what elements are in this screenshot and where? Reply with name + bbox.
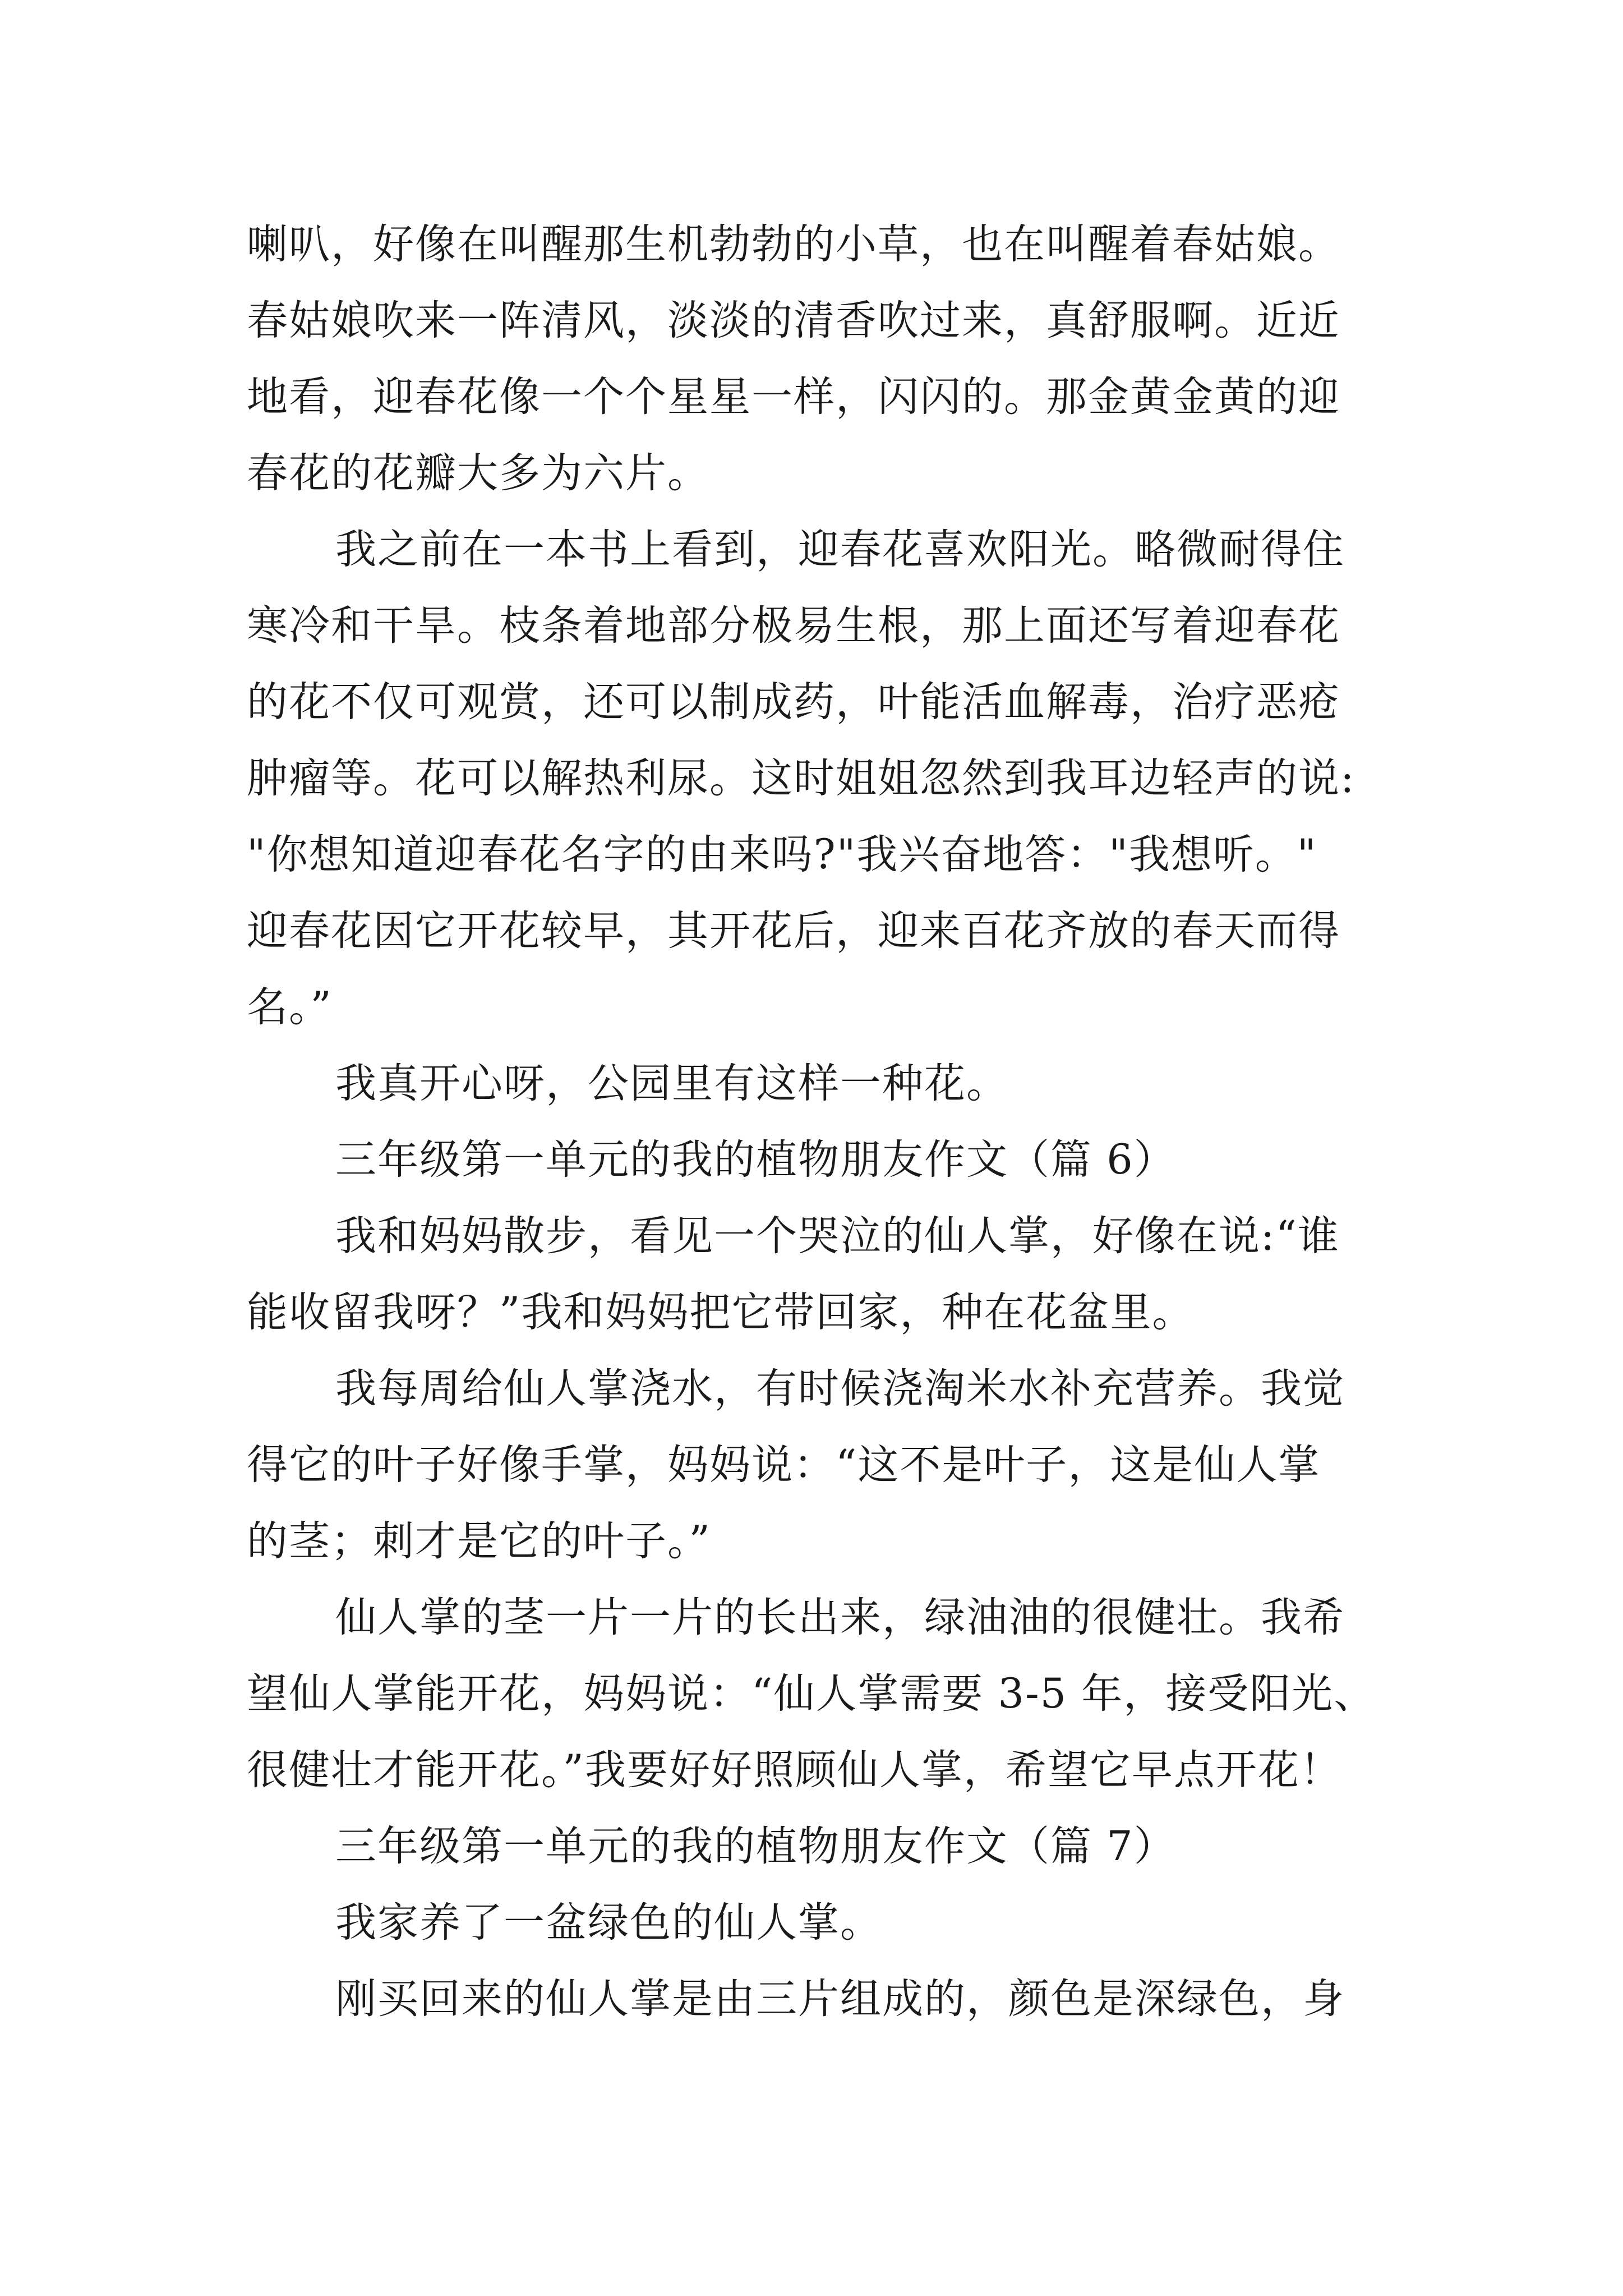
text-line: 春姑娘吹来一阵清风，淡淡的清香吹过来，真舒服啊。近近 bbox=[247, 297, 1340, 344]
text-line: 我家养了一盆绿色的仙人掌。 bbox=[335, 1899, 882, 1947]
text-line: 望仙人掌能开花，妈妈说：“仙人掌需要 3-5 年，接受阳光、 bbox=[247, 1670, 1376, 1718]
text-line: 地看，迎春花像一个个星星一样，闪闪的。那金黄金黄的迎 bbox=[247, 373, 1340, 421]
text-line: 很健壮才能开花。”我要好好照顾仙人掌，希望它早点开花！ bbox=[247, 1746, 1342, 1794]
text-line: 我和妈妈散步，看见一个哭泣的仙人掌，好像在说:“谁 bbox=[335, 1212, 1340, 1260]
text-line: 三年级第一单元的我的植物朋友作文（篇 6） bbox=[335, 1136, 1176, 1184]
text-line: 我每周给仙人掌浇水，有时候浇淘米水补充营养。我觉 bbox=[335, 1365, 1345, 1412]
text-line: 得它的叶子好像手掌，妈妈说：“这不是叶子，这是仙人掌 bbox=[247, 1441, 1321, 1489]
text-line: 三年级第一单元的我的植物朋友作文（篇 7） bbox=[335, 1823, 1176, 1870]
text-line: 迎春花因它开花较早，其开花后，迎来百花齐放的春天而得 bbox=[247, 907, 1340, 955]
body-text bbox=[247, 206, 1385, 2037]
text-line: 的茎；刺才是它的叶子。” bbox=[247, 1517, 711, 1565]
text-line: 的花不仅可观赏，还可以制成药，叶能活血解毒，治疗恶疮 bbox=[247, 678, 1340, 726]
text-line: 喇叭，好像在叫醒那生机勃勃的小草，也在叫醒着春姑娘。 bbox=[247, 220, 1340, 268]
text-line: 能收留我呀？”我和妈妈把它带回家，种在花盆里。 bbox=[247, 1289, 1195, 1336]
text-line: 名。” bbox=[247, 983, 333, 1031]
text-line: 我真开心呀，公园里有这样一种花。 bbox=[335, 1060, 1008, 1107]
text-line: "你想知道迎春花名字的由来吗?"我兴奋地答："我想听。" bbox=[247, 831, 1317, 878]
text-line: 寒冷和干旱。枝条着地部分极易生根，那上面还写着迎春花 bbox=[247, 602, 1340, 650]
text-line: 肿瘤等。花可以解热利尿。这时姐姐忽然到我耳边轻声的说: bbox=[247, 754, 1355, 802]
text-line: 仙人掌的茎一片一片的长出来，绿油油的很健壮。我希 bbox=[335, 1594, 1345, 1641]
text-line: 刚买回来的仙人掌是由三片组成的，颜色是深绿色，身 bbox=[335, 1975, 1345, 2023]
text-line: 我之前在一本书上看到，迎春花喜欢阳光。略微耐得住 bbox=[335, 526, 1345, 573]
text-line: 春花的花瓣大多为六片。 bbox=[247, 449, 709, 497]
